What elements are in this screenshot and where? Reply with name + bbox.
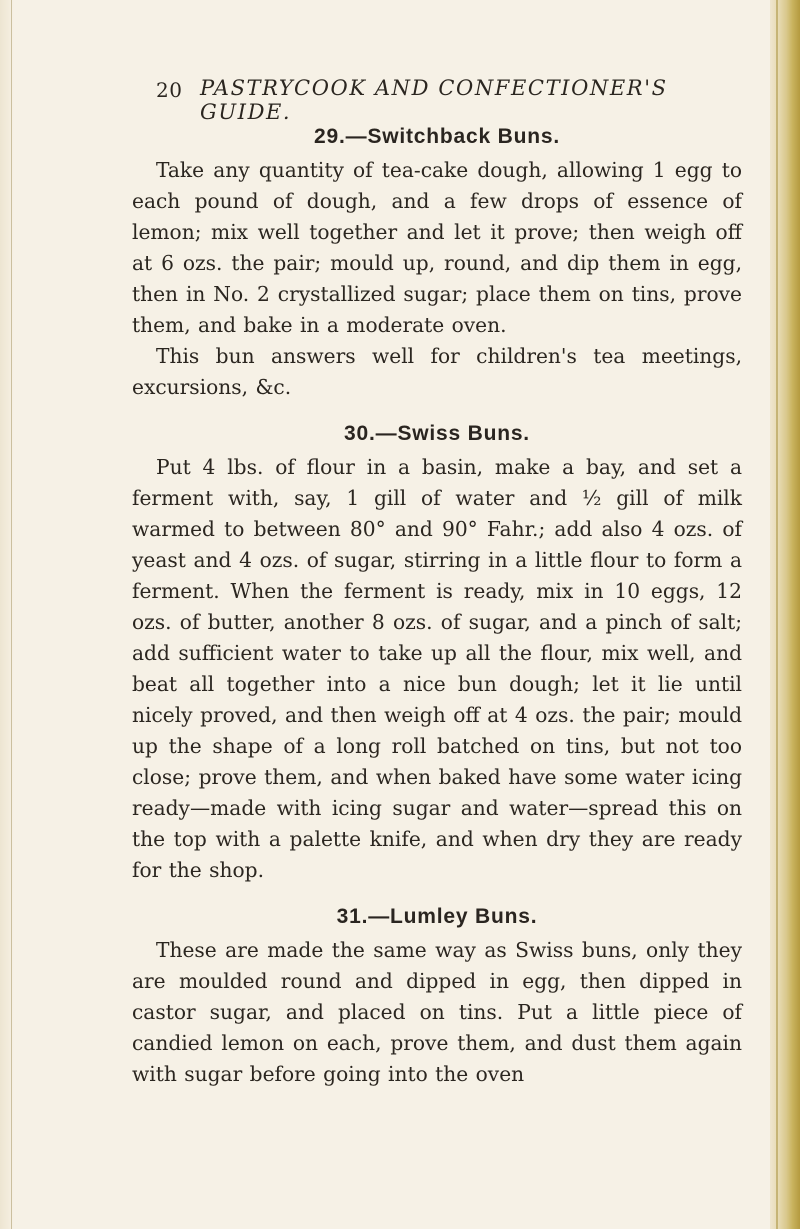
recipe-title: 31.—Lumley Buns.	[336, 905, 538, 928]
page-header	[0, 72, 760, 124]
page-edge-line	[776, 0, 778, 1229]
recipe-section-31	[132, 899, 742, 1090]
recipe-paragraph: These are made the same way as Swiss buns, only they are moulded round and dipped in egg, then dipped in castor sugar, and placed on tins. Put a little piece of candied lemon on each, prove them, and dust them again with sugar before going into the oven	[132, 938, 742, 1086]
recipe-title: 30.—Swiss Buns.	[344, 422, 530, 445]
page-number: 20	[156, 78, 183, 102]
gutter-line	[11, 0, 12, 1229]
page-content	[132, 119, 742, 1090]
recipe-paragraph: This bun answers well for children's tea meetings, excursions, &c.	[132, 344, 742, 399]
recipe-section-29	[132, 119, 742, 403]
recipe-paragraph: Take any quantity of tea-cake dough, allowing 1 egg to each pound of dough, and a few drops of essence of lemon; mix well together and let it prove; then weigh off at 6 ozs. the pair; mould up, round, and dip them in egg, then in No. 2 crystallized sugar; place them on tins, prove them, and bake in a moderate oven.	[132, 158, 742, 337]
recipe-title: 29.—Switchback Buns.	[314, 125, 560, 148]
running-head: PASTRYCOOK AND CONFECTIONER'S GUIDE.	[200, 76, 668, 124]
recipe-section-30	[132, 416, 742, 886]
recipe-paragraph: Put 4 lbs. of flour in a basin, make a bay, and set a ferment with, say, 1 gill of water and ½ gill of milk warmed to between 80° and 90° Fahr.; add also 4 ozs. of yeast and 4 ozs. of sugar, stirring in a little flour to form a ferment. When the ferment is ready, mix in 10 eggs, 12 ozs. of butter, another 8 ozs. of sugar, and a pinch of salt; add sufficient water to take up all the flour, mix well, and beat all together into a nice bun dough; let it lie until nicely proved, and then weigh off at 4 ozs. the pair; mould up the shape of a long roll batched on tins, but not too close; prove them, and when baked have some water icing ready—made with icing sugar and water—spread this on the top with a palette knife, and when dry they are ready for the shop.	[132, 455, 742, 882]
page-edge-shading	[770, 0, 800, 1229]
